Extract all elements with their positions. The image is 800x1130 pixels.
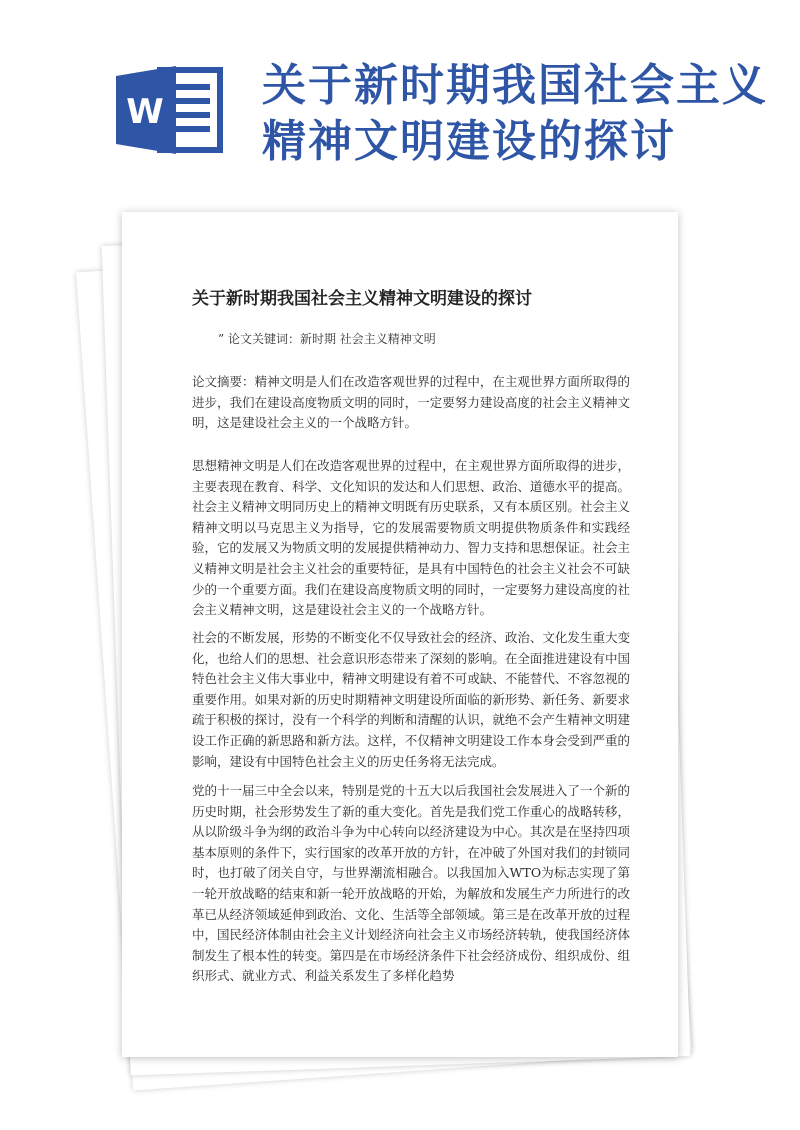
paragraph-abstract: 论文摘要：精神文明是人们在改造客观世界的过程中，在主观世界方面所取得的进步，我们在建设高度物质文明的同时，一定要努力建设高度的社会主义精神文明，这是建设社会主义的一个战略方针。 bbox=[192, 374, 630, 431]
document-keywords: ” 论文关键词：新时期 社会主义精神文明 bbox=[218, 332, 436, 346]
paragraph-2: 思想精神文明是人们在改造客观世界的过程中，在主观世界方面所取得的进步，主要表现在教育、科学、文化知识的发达和人们思想、政治、道德水平的提高。社会主义精神文明同历史上的精神文明既有历史联系，又有本质区别。社会主义精神文明以马克思主义为指导，它的发展需要物质文明提供物质条件和实践经验，它的发展又为物质文明的发展提供精神动力、智力支持和思想保证。社会主义精神文明是社会主义社会的重要特征，是具有中国特色的社会主义社会不可缺少的一个重要方面。我们在建设高度物质文明的同时，一定要努力建设高度的社会主义精神文明，这是建设社会主义的一个战略方针。 bbox=[192, 458, 630, 618]
document-page bbox=[122, 212, 678, 1057]
banner-title: 关于新时期我国社会主义精神文明建设的探讨 bbox=[262, 60, 768, 167]
paragraph-3: 社会的不断发展，形势的不断变化不仅导致社会的经济、政治、文化发生重大变化，也给人们的思想、社会意识形态带来了深刻的影响。在全面推进建设有中国特色社会主义伟大事业中，精神文明建设有着不可或缺、不能替代、不容忽视的重要作用。如果对新的历史时期精神文明建设所面临的新形势、新任务、新要求疏于积极的探讨，没有一个科学的判断和清醒的认识，就绝不会产生精神文明建设工作正确的新思路和新方法。这样，不仅精神文明建设工作本身会受到严重的影响，建设有中国特色社会主义的历史任务将无法完成。 bbox=[192, 630, 630, 769]
banner-header bbox=[0, 0, 800, 200]
word-document-icon bbox=[116, 66, 224, 154]
paragraph-4: 党的十一届三中全会以来，特别是党的十五大以后我国社会发展进入了一个新的历史时期，社会形势发生了新的重大变化。首先是我们党工作重心的战略转移，从以阶级斗争为纲的政治斗争为中心转向以经济建设为中心。其次是在坚持四项基本原则的条件下，实行国家的改革开放的方针，在冲破了外国对我们的封锁同时，也打破了闭关自守，与世界潮流相融合。以我国加入WTO为标志实现了第一轮开放战略的结束和新一轮开放战略的开始，为解放和发展生产力所进行的改革已从经济领域延伸到政治、文化、生活等全部领域。第三是在改革开放的过程中，国民经济体制由社会主义计划经济向社会主义市场经济转轨，使我国经济体制发生了根本性的转变。第四是在市场经济条件下社会经济成份、组织成份、组织形式、就业方式、利益关系发生了多样化趋势 bbox=[192, 783, 630, 984]
word-icon-letter: W bbox=[126, 92, 164, 132]
document-title: 关于新时期我国社会主义精神文明建设的探讨 bbox=[192, 289, 532, 309]
